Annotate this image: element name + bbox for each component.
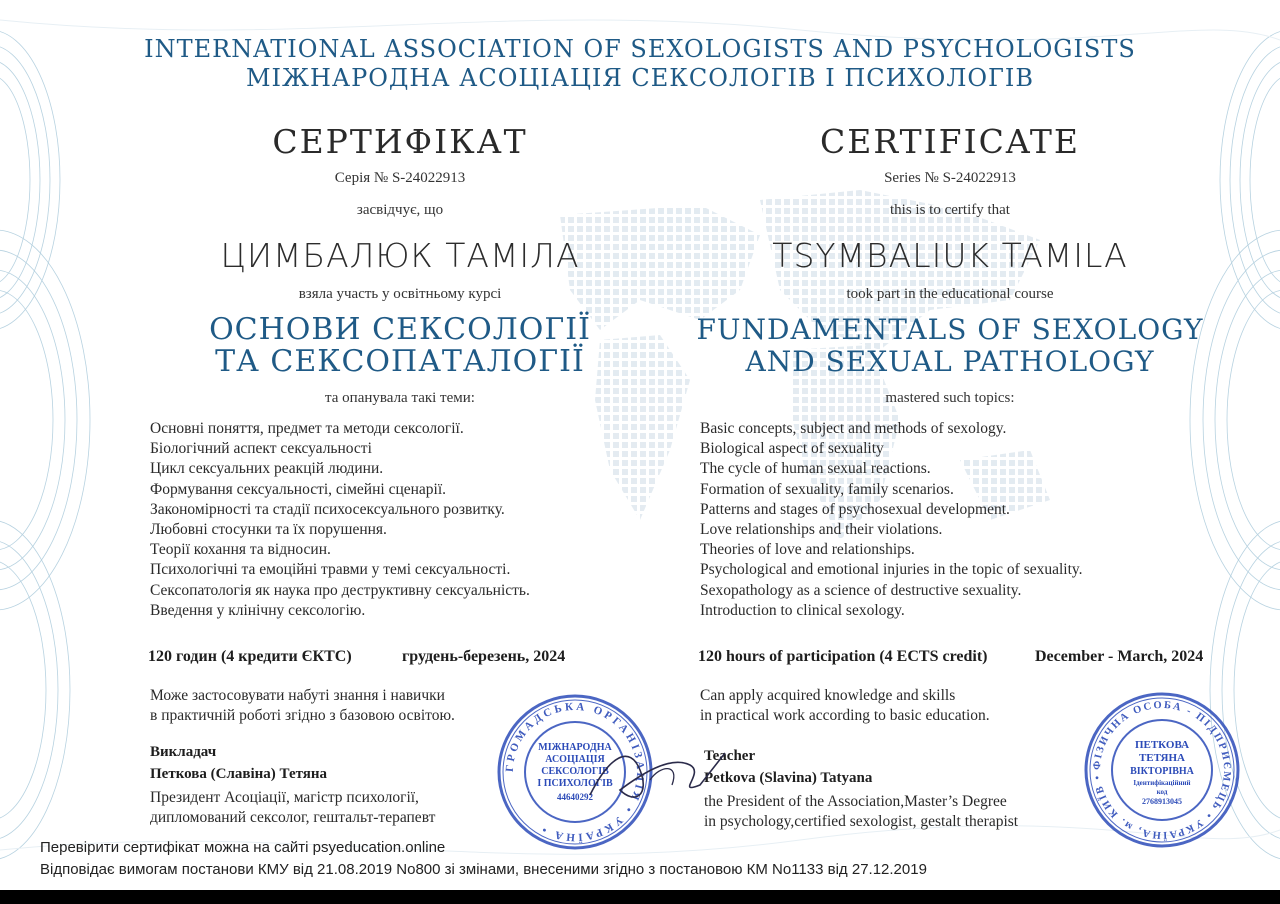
seal-line: Ідентифікаційний <box>1133 779 1191 787</box>
course-title-uk-line1: ОСНОВИ СЕКСОЛОГІЇ <box>209 312 591 347</box>
apply-text-uk-line2: в практичній роботі згідно з базовою освітою. <box>150 707 455 724</box>
topic-item: Patterns and stages of psychosexual development. <box>700 500 1010 518</box>
topic-item: Theories of love and relationships. <box>700 541 915 559</box>
teacher-description-en-line2: in psychology,certified sexologist, gestalt therapist <box>704 813 1019 830</box>
seal-ring-text: ФІЗИЧНА ОСОБА - ПІДПРИЄМЕЦЬ • УКРАЇНА, м. КИЇВ • <box>1091 699 1233 841</box>
topic-item: Основні поняття, предмет та методи сексології. <box>150 420 464 437</box>
topic-item: Любовні стосунки та їх порушення. <box>150 521 387 539</box>
teacher-name-uk: Петкова (Славіна) Тетяна <box>150 766 328 782</box>
topic-item: Теорії кохання та відносин. <box>150 541 331 559</box>
signature <box>580 735 730 815</box>
hours-uk: 120 годин (4 кредити ЄКТС) <box>148 648 352 665</box>
seal-code: 44640292 <box>557 792 593 802</box>
teacher-label-uk: Викладач <box>150 744 217 760</box>
course-title-uk <box>110 314 690 378</box>
topic-item: Психологічні та емоційні травми у темі сексуальності. <box>150 561 511 579</box>
topic-item: Sexopathology as a science of destructive sexuality. <box>700 581 1022 599</box>
entrepreneur-seal <box>1082 690 1242 850</box>
seal-line: код <box>1156 788 1168 796</box>
certificate-title-uk: СЕРТИФІКАТ <box>272 122 528 161</box>
seal-ring-text: ГРОМАДСЬКА ОРГАНІЗАЦІЯ • УКРАЇНА • <box>503 700 647 844</box>
topic-item: The cycle of human sexual reactions. <box>700 460 931 478</box>
topic-item: Цикл сексуальних реакцій людини. <box>150 460 384 478</box>
topic-item: Біологічний аспект сексуальності <box>150 440 372 458</box>
organization-name-en: INTERNATIONAL ASSOCIATION OF SEXOLOGISTS AND PSYCHOLOGISTS <box>144 35 1136 63</box>
topic-item: Сексопатологія як наука про деструктивну сексуальність. <box>150 581 530 599</box>
topic-item: Формування сексуальності, сімейні сценарії. <box>150 480 447 498</box>
course-title-en-line2: AND SEXUAL PATHOLOGY <box>745 345 1155 378</box>
teacher-label-en: Teacher <box>704 748 756 764</box>
course-title-en <box>650 314 1250 378</box>
verify-text: Перевірити сертифікат можна на сайті psyeducation.online <box>40 839 446 856</box>
period-uk: грудень-березень, 2024 <box>402 648 566 665</box>
seal-line: АСОЦІАЦІЯ <box>545 754 605 765</box>
topic-item: Введення у клінічну сексологію. <box>150 601 366 619</box>
teacher-name-en: Petkova (Slavina) Tatyana <box>704 770 873 786</box>
participated-text-uk: взяла участь у освітньому курсі <box>298 286 502 302</box>
teacher-description-uk-line1: Президент Асоціації, магістр психології, <box>150 789 419 806</box>
seal-line: ПЕТКОВА <box>1134 739 1190 751</box>
certifies-text-en: this is to certify that <box>890 202 1010 218</box>
topic-item: Psychological and emotional injuries in the topic of sexuality. <box>700 561 1083 579</box>
topic-item: Basic concepts, subject and methods of sexology. <box>700 420 1007 437</box>
teacher-description-uk-line2: дипломований сексолог, гештальт-терапевт <box>150 809 436 826</box>
teacher-description-en <box>704 792 1018 832</box>
certifies-text-uk: засвідчує, що <box>356 202 444 218</box>
series-number-en: Series № S-24022913 <box>884 170 1016 186</box>
seal-code: 2768913045 <box>1142 797 1182 806</box>
apply-text-en <box>700 686 990 726</box>
recipient-name-uk: ЦИМБАЛЮК ТАМІЛА <box>220 236 580 275</box>
teacher-description-uk <box>150 788 435 828</box>
topic-item: Formation of sexuality, family scenarios. <box>700 480 954 498</box>
topic-item: Love relationships and their violations. <box>700 521 943 539</box>
participated-text-en: took part in the educational course <box>846 286 1054 302</box>
apply-text-uk <box>150 686 455 726</box>
apply-text-uk-line1: Може застосовувати набуті знання і навички <box>150 687 445 704</box>
topic-item: Закономірності та стадії психосексуального розвитку. <box>150 500 505 518</box>
course-title-uk-line2: ТА СЕКСОПАТАЛОГІЇ <box>215 344 585 379</box>
series-number-uk: Серія № S-24022913 <box>334 170 466 186</box>
seal-line: ВІКТОРІВНА <box>1130 766 1194 777</box>
apply-text-en-line1: Can apply acquired knowledge and skills <box>700 687 956 704</box>
organization-name-uk: МІЖНАРОДНА АСОЦІАЦІЯ СЕКСОЛОГІВ І ПСИХОЛОГІВ <box>245 64 1035 92</box>
recipient-name-en: TSYMBALIUK TAMILA <box>772 236 1128 275</box>
hours-en: 120 hours of participation (4 ECTS credit) <box>698 648 988 665</box>
course-title-en-line1: FUNDAMENTALS OF SEXOLOGY <box>696 313 1204 346</box>
topic-item: Introduction to clinical sexology. <box>700 601 905 619</box>
mastered-text-en: mastered such topics: <box>885 390 1015 406</box>
mastered-text-uk: та опанувала такі теми: <box>325 390 475 406</box>
seal-line: ТЕТЯНА <box>1138 752 1186 764</box>
seal-line: МІЖНАРОДНА <box>538 742 612 753</box>
period-en: December - March, 2024 <box>1035 648 1204 665</box>
certificate-title-en: CERTIFICATE <box>820 122 1080 161</box>
topic-item: Biological aspect of sexuality <box>700 440 884 458</box>
topics-list-en <box>700 419 1083 621</box>
left-guilloche-pattern <box>0 30 90 860</box>
seal-line: СЕКСОЛОГІВ <box>541 766 609 777</box>
bottom-black-band <box>0 890 1280 904</box>
teacher-description-en-line1: the President of the Association,Master’s Degree <box>704 793 1007 810</box>
apply-text-en-line2: in practical work according to basic education. <box>700 707 990 724</box>
seal-line: І ПСИХОЛОГІВ <box>537 778 613 789</box>
topics-list-uk <box>150 419 530 621</box>
compliance-text: Відповідає вимогам постанови КМУ від 21.08.2019 No800 зі змінами, внесеними згідно з постановою КМ No1133 від 27.12.2019 <box>40 861 927 878</box>
